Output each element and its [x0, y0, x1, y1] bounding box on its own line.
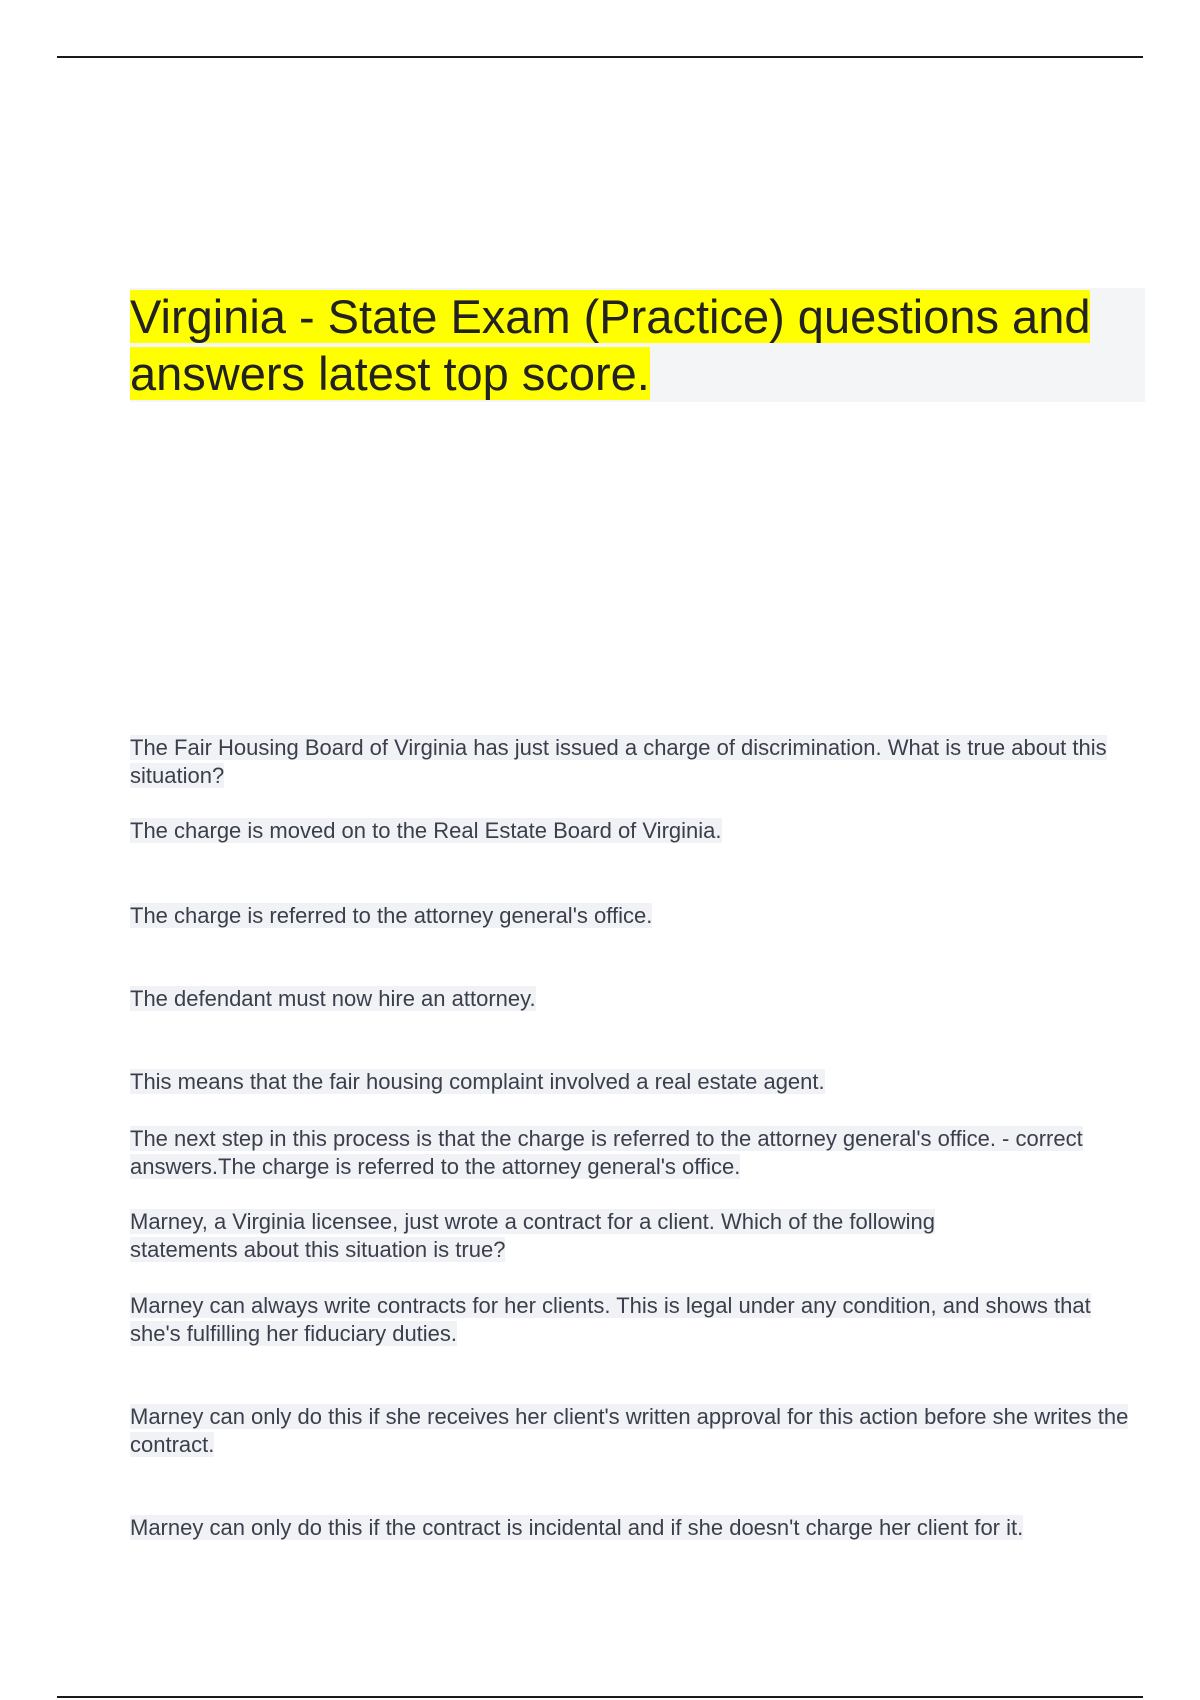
- top-rule: [57, 56, 1143, 58]
- option-1c: [130, 985, 1120, 1013]
- option-2c: [130, 1514, 1145, 1542]
- option-2a: [130, 1292, 1145, 1348]
- question-1: [130, 734, 1120, 790]
- option-2b: [130, 1403, 1130, 1459]
- option-1d: [130, 1068, 1120, 1096]
- option-2a-text: Marney can always write contracts for her clients. This is legal under any condition, and shows that she's fulfilling her fiduciary duties.: [130, 1293, 1091, 1346]
- option-1d-text: This means that the fair housing complaint involved a real estate agent.: [130, 1069, 825, 1094]
- option-2c-text: Marney can only do this if the contract is incidental and if she doesn't charge her client for it.: [130, 1515, 1024, 1540]
- title-block: [130, 288, 1145, 402]
- option-1b-text: The charge is referred to the attorney general's office.: [130, 903, 653, 928]
- bottom-rule: [57, 1696, 1143, 1698]
- question-2-text: Marney, a Virginia licensee, just wrote a contract for a client. Which of the following statements about this situation is true?: [130, 1209, 936, 1262]
- option-1c-text: The defendant must now hire an attorney.: [130, 986, 536, 1011]
- document-title-text: Virginia - State Exam (Practice) questions and answers latest top score.: [130, 290, 1091, 400]
- option-2b-text: Marney can only do this if she receives her client's written approval for this action before she writes the contract.: [130, 1404, 1129, 1457]
- document-title: [130, 288, 1145, 402]
- answer-1: [130, 1125, 1120, 1181]
- option-1a: [130, 817, 1120, 845]
- option-1b: [130, 902, 1120, 930]
- question-1-text: The Fair Housing Board of Virginia has just issued a charge of discrimination. What is true about this situation?: [130, 735, 1107, 788]
- answer-1-text: The next step in this process is that the charge is referred to the attorney general's office. - correct answers.The charge is referred to the attorney general's office.: [130, 1126, 1083, 1179]
- option-1a-text: The charge is moved on to the Real Estate Board of Virginia.: [130, 818, 722, 843]
- question-2: [130, 1208, 1040, 1264]
